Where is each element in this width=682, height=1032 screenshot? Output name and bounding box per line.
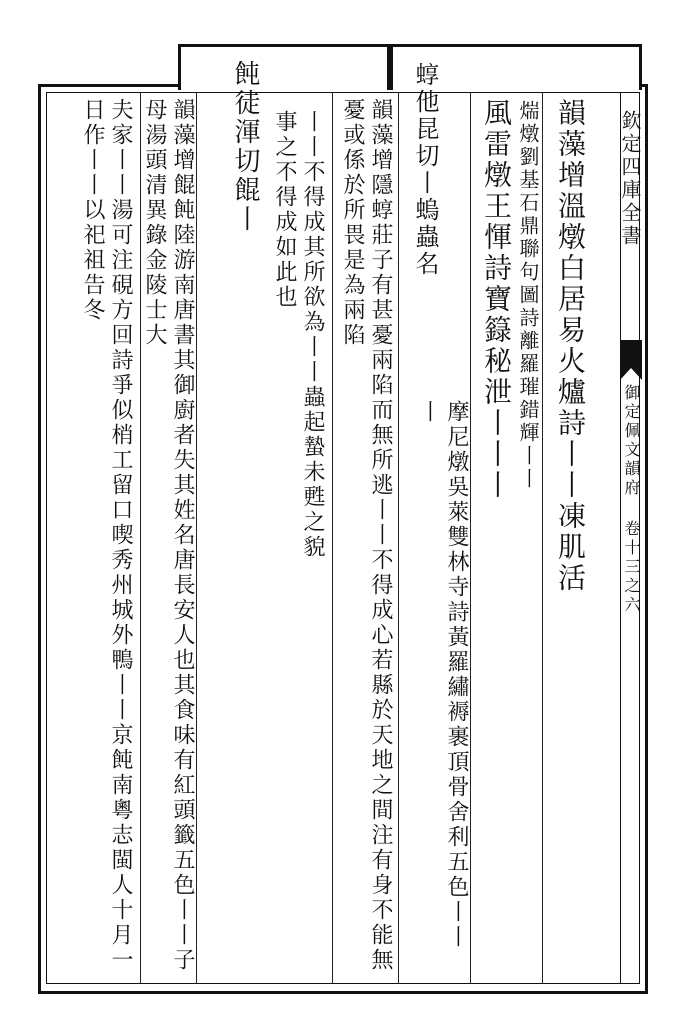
column-rule [542, 92, 543, 984]
column-rule [332, 92, 333, 984]
collection-title: 欽定四庫全書 [618, 110, 642, 248]
text-column-7: 丨丨不得成其所欲為丨丨蟲起蟄未甦之貌事之不得成如此也 [272, 110, 325, 560]
text-column-2: 煓燉劉基石鼎聯句圖詩離羅璀錯輝丨丨 [516, 100, 540, 491]
column-rule [398, 92, 399, 984]
text-column-9: 韻藻增餛飩陸游南唐書其御廚者失其姓名唐長安人也其食味有紅頭籤五色丨丨子母湯頭清異錄金陵士大 [142, 98, 195, 973]
column-rule [470, 92, 471, 984]
text-column-1: 韻藻增溫燉白居易火爐詩丨丨凍肌活 [554, 98, 587, 594]
text-column-6: 韻藻增隱蜳莊子有甚憂兩陷而無所逃丨丨不得成心若縣於天地之間注有身不能無憂或係於所畏是為兩陷 [340, 98, 393, 973]
volume-label: 御定佩文韻府 卷十三之六 [622, 384, 641, 615]
text-column-8: 飩徒渾切餛丨 [230, 60, 260, 234]
column-rule [196, 92, 197, 984]
text-column-3: 風雷燉王惲詩寶籙秘泄丨丨丨 [480, 98, 513, 501]
text-column-10: 夫家丨丨湯可注硯方回詩爭似梢工留口喫秀州城外鴨丨丨京飩南粵志閩人十月一日作丨丨以祀祖告冬 [80, 98, 133, 973]
text-column-4: 摩尼燉吳萊雙林寺詩黃羅繡褥裹頂骨舍利五色丨丨丨 [416, 400, 469, 950]
text-column-5: 蜳他昆切丨螐蟲名 [411, 62, 439, 278]
